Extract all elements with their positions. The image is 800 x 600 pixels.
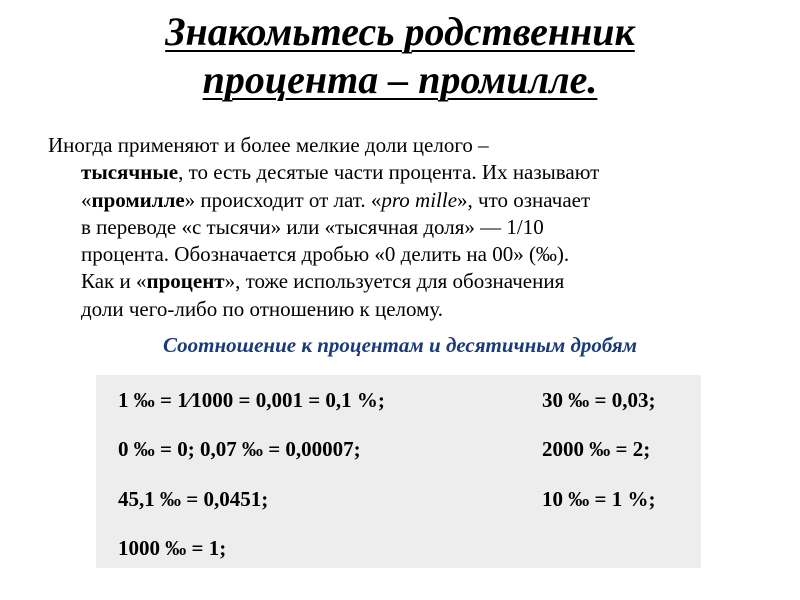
term-promille: промилле xyxy=(91,187,185,212)
paragraph-line-3 xyxy=(48,187,768,214)
formula-cell: 1 ‰ = 1⁄1000 = 0,001 = 0,1 %; xyxy=(118,388,385,412)
paragraph-line-5: процента. Обозначается дробью «0 делить на 00» (‰). xyxy=(81,242,570,267)
formula-cell: 30 ‰ = 0,03; xyxy=(542,388,656,412)
conversion-table xyxy=(96,375,701,568)
formula-cell: 0 ‰ = 0; 0,07 ‰ = 0,00007; xyxy=(118,437,361,461)
paragraph-line-4: в переводе «с тысячи» или «тысячная доля» — 1/10 xyxy=(81,214,544,239)
paragraph-line-2-rest: , то есть десятые части процента. Их называют xyxy=(178,160,600,185)
paragraph-line-6 xyxy=(48,268,768,295)
paragraph-line-3-mid: » происходит от лат. « xyxy=(184,187,382,212)
paragraph-line-3-end: », что означает xyxy=(457,187,591,212)
term-thousandths: тысячные xyxy=(81,160,179,185)
paragraph-line-6-start: Как и « xyxy=(81,269,147,294)
term-percent: процент xyxy=(146,269,225,294)
title-line-1: Знакомьтесь родственник xyxy=(165,9,635,54)
paragraph-line-7: доли чего-либо по отношению к целому. xyxy=(81,296,444,321)
formula-cell: 10 ‰ = 1 %; xyxy=(542,487,656,511)
slide-title xyxy=(0,8,800,104)
formula-cell: 2000 ‰ = 2; xyxy=(542,437,651,461)
section-subtitle: Соотношение к процентам и десятичным дробям xyxy=(162,333,638,357)
paragraph-line-1: Иногда применяют и более мелкие доли целого – xyxy=(48,133,489,157)
title-line-2: процента – промилле. xyxy=(202,57,598,102)
formula-cell: 45,1 ‰ = 0,0451; xyxy=(118,487,269,511)
paragraph-line-6-end: », тоже используется для обозначения xyxy=(224,269,565,294)
formula-cell: 1000 ‰ = 1; xyxy=(118,536,227,560)
quote-open: « xyxy=(81,187,92,212)
body-paragraph xyxy=(48,132,768,323)
paragraph-line-2 xyxy=(48,159,768,186)
term-pro-mille: pro mille xyxy=(381,187,458,212)
